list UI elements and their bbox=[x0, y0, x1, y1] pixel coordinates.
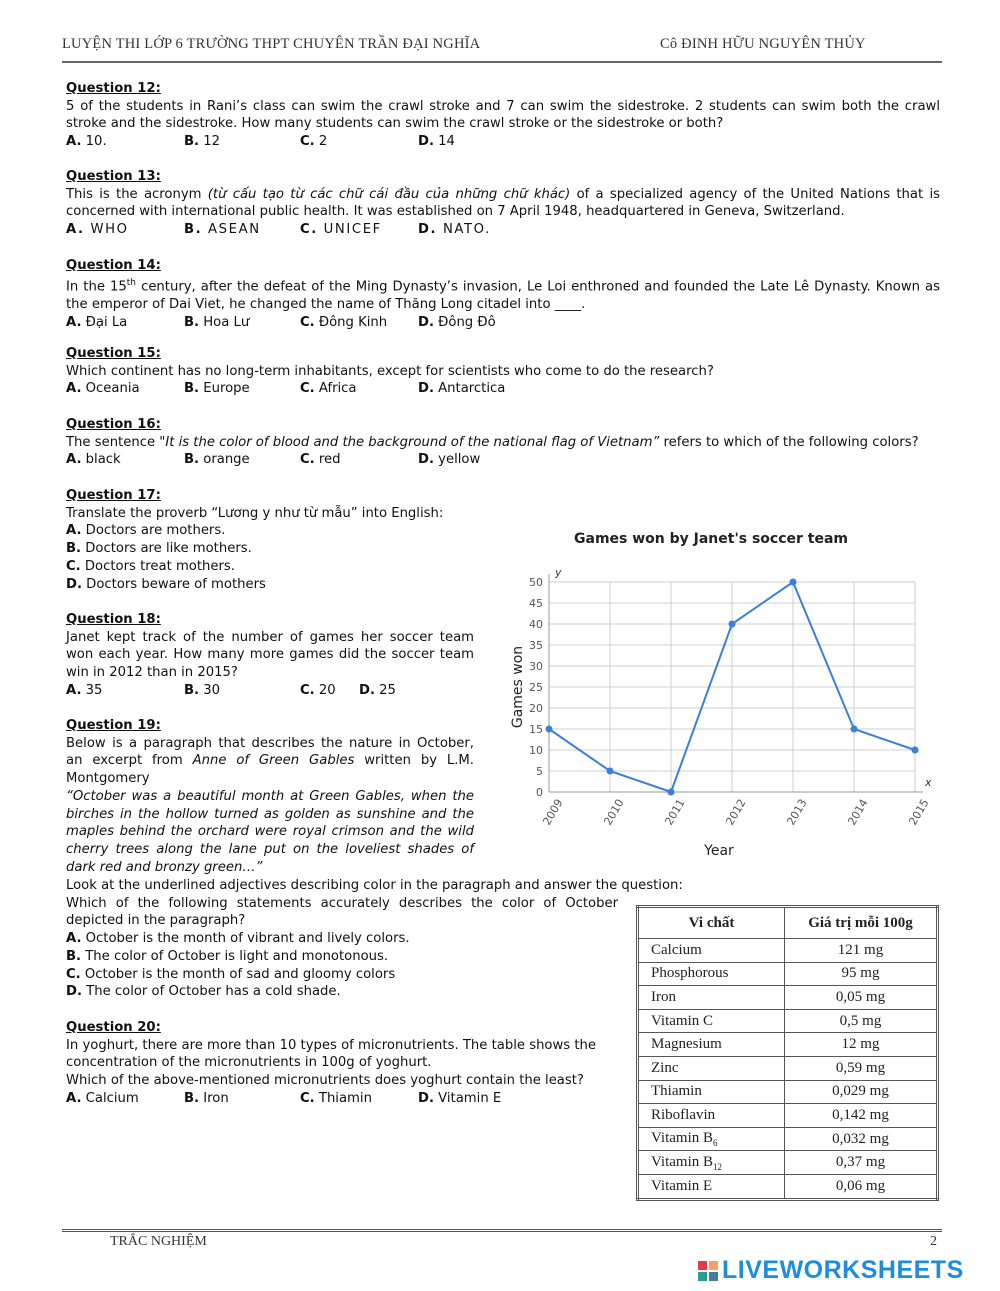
table-row bbox=[638, 1127, 938, 1151]
answer-options bbox=[66, 221, 940, 239]
question-text: 5 of the students in Rani’s class can swim the crawl stroke and 7 can swim the sidestroke. 2 students can swim both the crawl stroke and the sidestroke. How many students can swim the crawl stroke or the sidestroke or both? bbox=[66, 98, 940, 132]
option-a[interactable]: A. black bbox=[66, 452, 121, 468]
y-tick-label: 5 bbox=[536, 765, 543, 778]
question-title: Question 14: bbox=[66, 258, 161, 273]
table-row bbox=[638, 1080, 938, 1104]
footer-label: TRẮC NGHIỆM bbox=[110, 1234, 207, 1249]
option-d[interactable]: D. Doctors beware of mothers bbox=[66, 576, 266, 592]
nutrient-value: 0,5 mg bbox=[785, 1009, 938, 1033]
data-point bbox=[668, 789, 675, 796]
table-row bbox=[638, 1033, 938, 1057]
nutrient-name: Iron bbox=[638, 986, 785, 1010]
option-b[interactable]: B. Hoa Lư bbox=[184, 314, 250, 330]
y-tick-label: 20 bbox=[529, 702, 543, 715]
nutrient-name: Magnesium bbox=[638, 1033, 785, 1057]
option-d[interactable]: D. Đông Đô bbox=[418, 314, 496, 330]
table-row bbox=[638, 1151, 938, 1175]
question-text: Translate the proverb “Lương y như từ mẫu” into English: bbox=[66, 505, 444, 521]
y-tick-label: 10 bbox=[529, 744, 543, 757]
option-d[interactable]: D. NATO. bbox=[418, 222, 491, 238]
y-tick-label: 15 bbox=[529, 723, 543, 736]
y-tick-label: 50 bbox=[529, 576, 543, 589]
question-17 bbox=[66, 487, 506, 593]
option-c[interactable]: C. Đông Kinh bbox=[300, 314, 388, 330]
data-point bbox=[607, 768, 614, 775]
y-tick-label: 35 bbox=[529, 639, 543, 652]
question-title: Question 12: bbox=[66, 81, 161, 96]
x-axis-letter: x bbox=[925, 776, 932, 789]
question-16 bbox=[66, 416, 940, 469]
question-text: In the 15th century, after the defeat of the Ming Dynasty’s invasion, Le Loi enthroned and founded the Late Lê Dynasty. Known as the emperor of Dai Viet, he changed the name of Thăng Long citadel into ____. bbox=[66, 277, 940, 312]
question-text: Which of the following statements accurately describes the color of October depicted in the paragraph? bbox=[66, 895, 618, 929]
option-c[interactable]: C. 2 bbox=[300, 134, 328, 150]
option-b[interactable]: B. ASEAN bbox=[184, 222, 261, 238]
option-d[interactable]: D. The color of October has a cold shade. bbox=[66, 984, 341, 1000]
logo-square bbox=[709, 1261, 718, 1270]
question-19 bbox=[66, 717, 474, 876]
nutrient-name: Calcium bbox=[638, 939, 785, 963]
question-12 bbox=[66, 80, 940, 151]
option-a[interactable]: A. Oceania bbox=[66, 381, 140, 397]
option-b[interactable]: B. Europe bbox=[184, 381, 250, 397]
question-title: Question 20: bbox=[66, 1020, 161, 1035]
answer-options bbox=[66, 133, 940, 151]
nutrient-name: Vitamin $B_{12}$ bbox=[638, 1151, 785, 1175]
option-b[interactable]: B. Doctors are like mothers. bbox=[66, 541, 252, 557]
logo-square bbox=[698, 1261, 707, 1270]
answer-options bbox=[66, 314, 940, 332]
logo-text: LIVEWORKSHEETS bbox=[722, 1256, 964, 1284]
question-text: The sentence "It is the color of blood and the background of the national flag of Vietnam” refers to which of the following colors? bbox=[66, 434, 919, 450]
table-row bbox=[638, 939, 938, 963]
option-c[interactable]: C. red bbox=[300, 452, 341, 468]
option-b[interactable]: B. 12 bbox=[184, 134, 221, 150]
chart-title: Games won by Janet's soccer team bbox=[574, 531, 848, 547]
question-14 bbox=[66, 257, 940, 332]
option-b[interactable]: B. orange bbox=[184, 452, 250, 468]
option-a[interactable]: A. Doctors are mothers. bbox=[66, 523, 226, 539]
question-title: Question 19: bbox=[66, 718, 161, 733]
question-18 bbox=[66, 611, 474, 700]
x-tick-label: 2013 bbox=[784, 796, 810, 828]
table-row bbox=[638, 962, 938, 986]
nutrient-value: 0,05 mg bbox=[785, 986, 938, 1010]
answer-options bbox=[66, 682, 474, 700]
y-axis-letter: y bbox=[555, 566, 562, 579]
y-tick-label: 45 bbox=[529, 597, 543, 610]
nutrient-name: Phosphorous bbox=[638, 962, 785, 986]
y-axis-title: Games won bbox=[510, 645, 526, 729]
table-header-row bbox=[638, 907, 938, 939]
column-header-nutrient: Vi chất bbox=[638, 907, 785, 939]
games-won-line-chart bbox=[500, 560, 950, 860]
question-title: Question 13: bbox=[66, 169, 161, 184]
question-text: In yoghurt, there are more than 10 types of micronutrients. The table shows the concentration of the micronutrients in 100g of yoghurt. bbox=[66, 1037, 596, 1071]
nutrient-value: 0,032 mg bbox=[785, 1127, 938, 1151]
nutrient-name: Vitamin C bbox=[638, 1009, 785, 1033]
nutrient-value: 12 mg bbox=[785, 1033, 938, 1057]
nutrient-value: 95 mg bbox=[785, 962, 938, 986]
column-header-value: Giá trị mỗi 100g bbox=[785, 907, 938, 939]
option-c[interactable]: C. UNICEF bbox=[300, 222, 382, 238]
y-tick-label: 0 bbox=[536, 786, 543, 799]
table-row bbox=[638, 1056, 938, 1080]
question-instruction: Look at the underlined adjectives describing color in the paragraph and answer the question: bbox=[66, 878, 683, 893]
question-intro: Below is a paragraph that describes the nature in October, an excerpt from Anne of Green Gables written by L.M. Montgomery bbox=[66, 735, 474, 787]
x-tick-label: 2012 bbox=[723, 796, 749, 828]
question-text: Which continent has no long-term inhabitants, except for scientists who come to do the research? bbox=[66, 363, 714, 379]
question-title: Question 17: bbox=[66, 488, 161, 503]
option-c[interactable]: C. Thiamin bbox=[300, 1090, 372, 1106]
x-tick-label: 2015 bbox=[906, 796, 932, 828]
option-a[interactable]: A. 35 bbox=[66, 682, 103, 698]
data-point bbox=[790, 579, 797, 586]
answer-options bbox=[66, 1090, 596, 1108]
data-point bbox=[729, 621, 736, 628]
logo-icon bbox=[698, 1261, 718, 1281]
option-a[interactable]: A. WHO bbox=[66, 222, 129, 238]
data-point bbox=[851, 726, 858, 733]
option-c[interactable]: C. October is the month of sad and gloomy colors bbox=[66, 966, 396, 982]
nutrient-value: 0,029 mg bbox=[785, 1080, 938, 1104]
logo-square bbox=[709, 1272, 718, 1281]
nutrient-value: 0,06 mg bbox=[785, 1174, 938, 1199]
nutrient-name: Thiamin bbox=[638, 1080, 785, 1104]
x-tick-label: 2011 bbox=[662, 796, 688, 828]
option-c[interactable]: C. Africa bbox=[300, 381, 357, 397]
table-row bbox=[638, 1104, 938, 1128]
logo-square bbox=[698, 1272, 707, 1281]
nutrient-name: Vitamin $B_6$ bbox=[638, 1127, 785, 1151]
nutrient-name: Riboflavin bbox=[638, 1104, 785, 1128]
option-a[interactable]: A. Calcium bbox=[66, 1090, 139, 1106]
y-tick-label: 30 bbox=[529, 660, 543, 673]
novel-excerpt: “October was a beautiful month at Green Gables, when the birches in the hollow turned as golden as sunshine and the maples behind the orchard were royal crimson and the wild cherry trees along the lane put on the loveliest shades of dark red and bronzy green…” bbox=[66, 788, 474, 875]
option-d[interactable]: D. Antarctica bbox=[418, 381, 506, 397]
table-row bbox=[638, 1009, 938, 1033]
liveworksheets-logo[interactable] bbox=[698, 1256, 964, 1285]
question-13 bbox=[66, 168, 940, 239]
nutrient-name: Zinc bbox=[638, 1056, 785, 1080]
nutrient-value: 0,59 mg bbox=[785, 1056, 938, 1080]
question-20 bbox=[66, 1019, 596, 1108]
header-right: Cô ĐINH HỮU NGUYÊN THỦY bbox=[660, 36, 866, 52]
nutrient-value: 0,37 mg bbox=[785, 1151, 938, 1175]
option-a[interactable]: A. Đại La bbox=[66, 314, 128, 330]
question-19-continued bbox=[66, 877, 696, 1001]
option-a[interactable]: A. 10. bbox=[66, 134, 107, 150]
header-left: LUYỆN THI LỚP 6 TRƯỜNG THPT CHUYÊN TRẦN ĐẠI NGHĨA bbox=[62, 36, 481, 52]
x-tick-label: 2010 bbox=[601, 796, 627, 828]
answer-options bbox=[66, 380, 940, 398]
option-d[interactable]: D. yellow bbox=[418, 452, 481, 468]
option-c[interactable]: C. Doctors treat mothers. bbox=[66, 558, 235, 574]
page-number: 2 bbox=[930, 1234, 937, 1249]
question-15 bbox=[66, 345, 940, 398]
option-b[interactable]: B. 30 bbox=[184, 682, 221, 698]
question-text: Janet kept track of the number of games her soccer team won each year. How many more games did the soccer team win in 2012 than in 2015? bbox=[66, 629, 474, 681]
question-title: Question 15: bbox=[66, 346, 161, 361]
table-row bbox=[638, 1174, 938, 1199]
micronutrient-table bbox=[636, 905, 939, 1201]
x-axis-title: Year bbox=[704, 843, 734, 859]
option-d[interactable]: D. Vitamin E bbox=[418, 1090, 502, 1106]
table-row bbox=[638, 986, 938, 1010]
nutrient-name: Vitamin E bbox=[638, 1174, 785, 1199]
option-b[interactable]: B. The color of October is light and monotonous. bbox=[66, 948, 389, 964]
nutrient-value: 0,142 mg bbox=[785, 1104, 938, 1128]
question-title: Question 16: bbox=[66, 417, 161, 432]
option-b[interactable]: B. Iron bbox=[184, 1090, 229, 1106]
y-tick-label: 25 bbox=[529, 681, 543, 694]
nutrient-value: 121 mg bbox=[785, 939, 938, 963]
answer-options bbox=[66, 451, 940, 469]
question-text: This is the acronym (từ cấu tạo từ các chữ cái đầu của những chữ khác) of a specialized agency of the United Nations that is concerned with international public health. It was established on 7 April 1948, headquartered in Geneva, Switzerland. bbox=[66, 186, 940, 220]
footer-divider bbox=[62, 1229, 942, 1232]
y-tick-label: 40 bbox=[529, 618, 543, 631]
data-point bbox=[912, 747, 919, 754]
question-prompt: Which of the above-mentioned micronutrients does yoghurt contain the least? bbox=[66, 1073, 584, 1089]
data-point bbox=[546, 726, 553, 733]
header-divider bbox=[62, 61, 942, 63]
option-d[interactable]: D. 25 bbox=[359, 682, 396, 698]
option-a[interactable]: A. October is the month of vibrant and lively colors. bbox=[66, 931, 410, 947]
x-tick-label: 2009 bbox=[540, 796, 566, 828]
question-title: Question 18: bbox=[66, 612, 161, 627]
x-tick-label: 2014 bbox=[845, 796, 871, 828]
option-c[interactable]: C. 20 bbox=[300, 682, 336, 698]
option-d[interactable]: D. 14 bbox=[418, 134, 455, 150]
